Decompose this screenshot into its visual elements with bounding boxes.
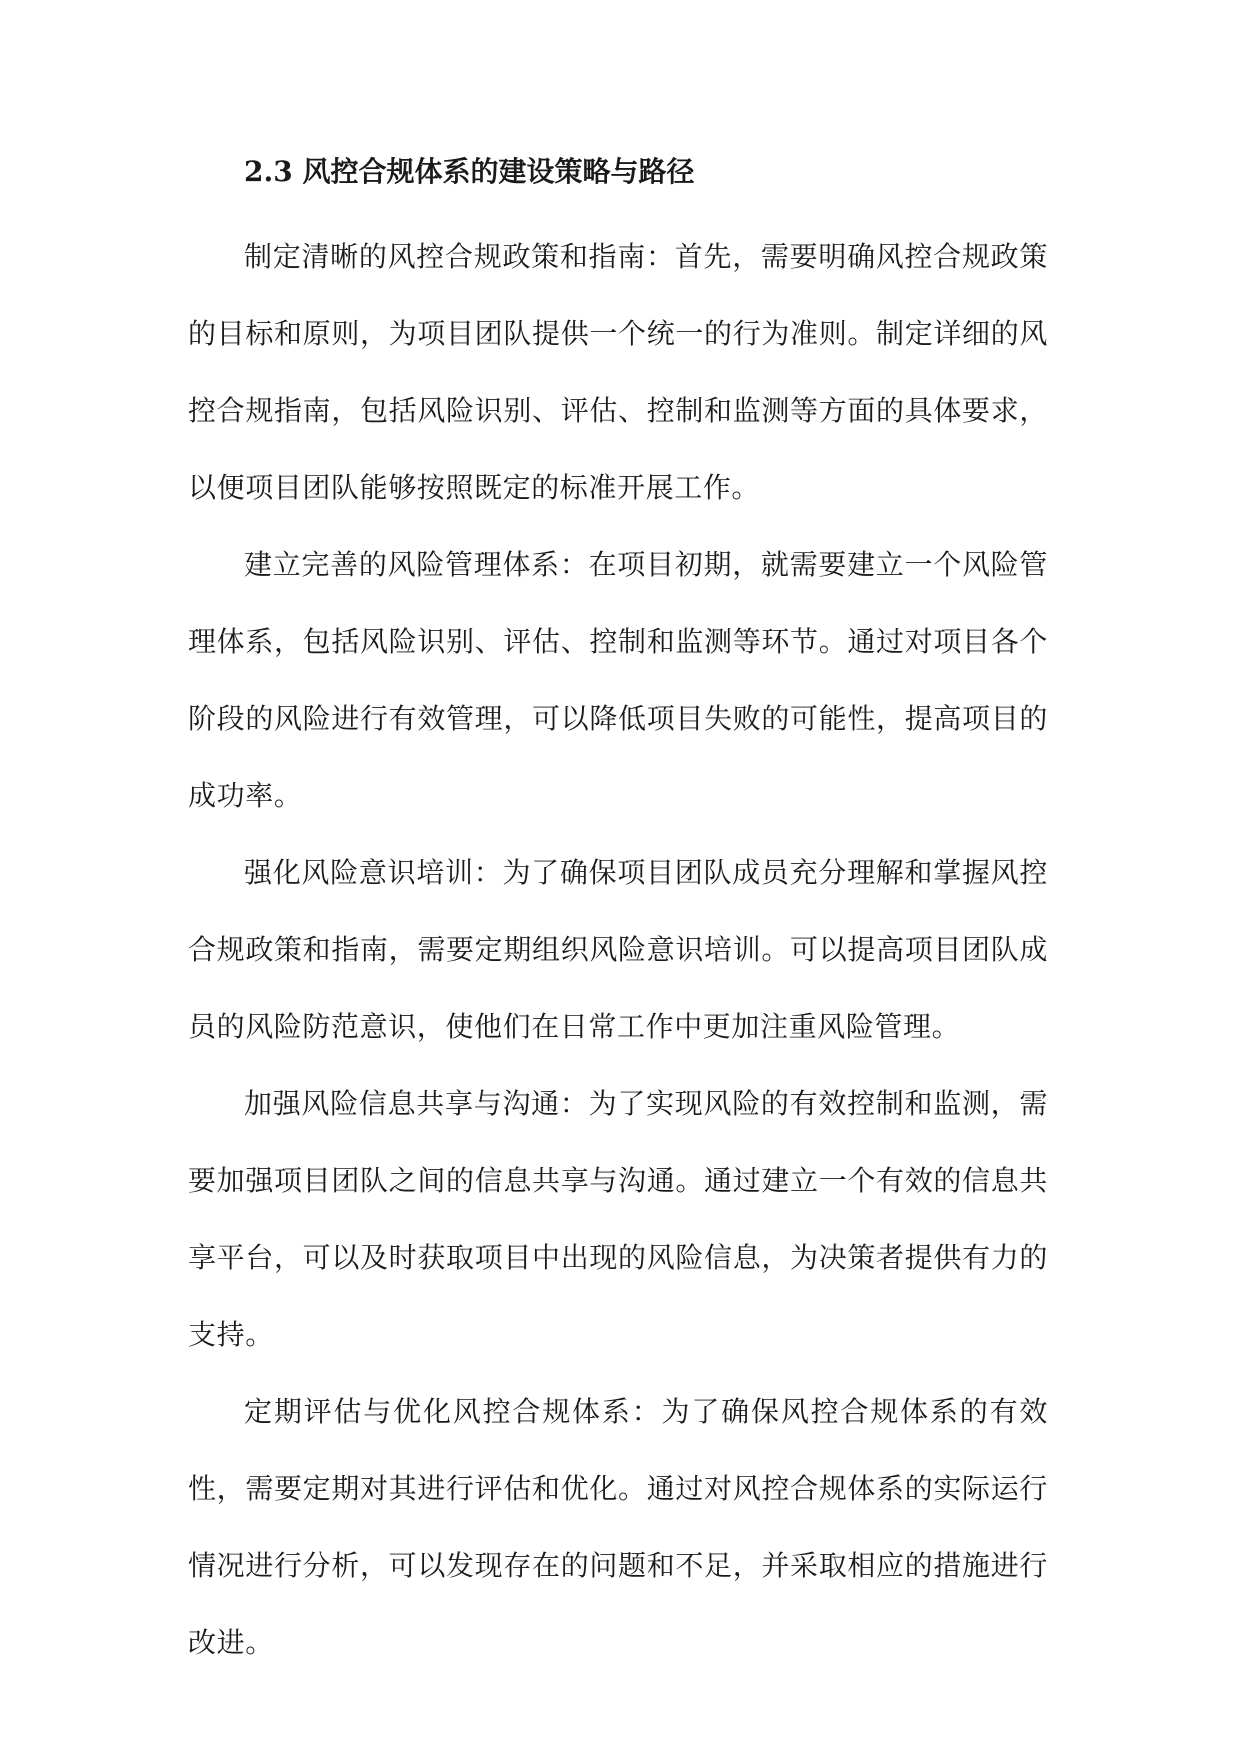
paragraph-policy-guidelines: 制定清晰的风控合规政策和指南：首先，需要明确风控合规政策的目标和原则，为项目团队提供一个统一的行为准则。制定详细的风控合规指南，包括风险识别、评估、控制和监测等方面的具体要求，以便项目团队能够按照既定的标准开展工作。 bbox=[188, 240, 1048, 504]
paragraph-evaluation-optimization: 定期评估与优化风控合规体系：为了确保风控合规体系的有效性，需要定期对其进行评估和优化。通过对风控合规体系的实际运行情况进行分析，可以发现存在的问题和不足，并采取相应的措施进行改进。 bbox=[188, 1395, 1048, 1659]
paragraph-risk-management-system: 建立完善的风险管理体系：在项目初期，就需要建立一个风险管理体系，包括风险识别、评估、控制和监测等环节。通过对项目各个阶段的风险进行有效管理，可以降低项目失败的可能性，提高项目的成功率。 bbox=[188, 548, 1048, 812]
paragraph-risk-awareness-training: 强化风险意识培训：为了确保项目团队成员充分理解和掌握风控合规政策和指南，需要定期组织风险意识培训。可以提高项目团队成员的风险防范意识，使他们在日常工作中更加注重风险管理。 bbox=[188, 856, 1048, 1043]
document-body bbox=[188, 218, 1048, 1681]
paragraph-information-sharing: 加强风险信息共享与沟通：为了实现风险的有效控制和监测，需要加强项目团队之间的信息共享与沟通。通过建立一个有效的信息共享平台，可以及时获取项目中出现的风险信息，为决策者提供有力的支持。 bbox=[188, 1087, 1048, 1351]
section-heading: 2.3 风控合规体系的建设策略与路径 bbox=[244, 155, 695, 188]
